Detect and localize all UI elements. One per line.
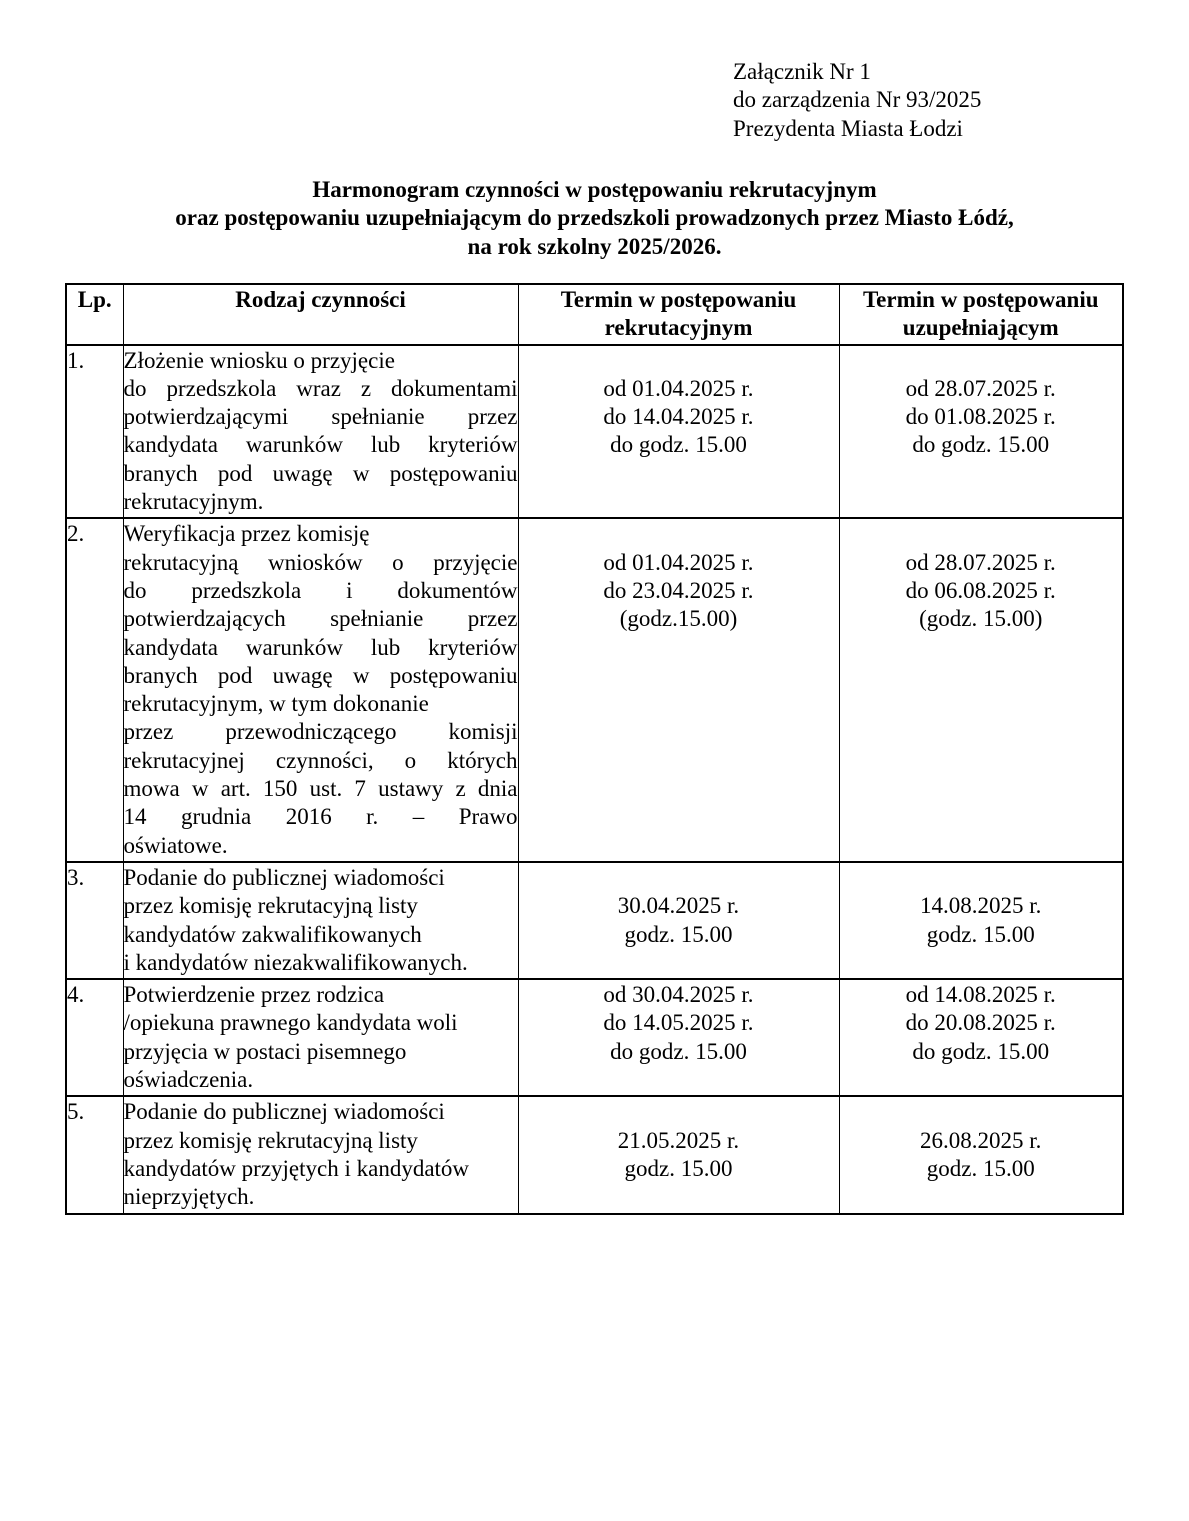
text-line: do godz. 15.00 bbox=[912, 1038, 1050, 1064]
schedule-table-header bbox=[66, 284, 1123, 345]
text-line: 14 grudnia 2016 r. – Prawo bbox=[123, 804, 518, 830]
table-row bbox=[66, 862, 1123, 979]
text-line: Złożenie wniosku o przyjęcie bbox=[123, 347, 395, 373]
text-line: do przedszkola wraz z dokumentami bbox=[123, 375, 518, 401]
term-recruitment-cell bbox=[518, 518, 839, 862]
attachment-note-line: Prezydenta Miasta Łodzi bbox=[733, 115, 963, 141]
text-line: przez przewodniczącego komisji bbox=[123, 719, 518, 745]
table-row bbox=[66, 979, 1123, 1096]
text-line: oświadczenia. bbox=[123, 1067, 254, 1093]
page-title bbox=[0, 176, 1189, 261]
text-line: rekrutacyjnym, w tym dokonanie bbox=[123, 691, 429, 717]
term-recruitment-cell bbox=[518, 345, 839, 519]
text-line: do 14.05.2025 r. bbox=[603, 1010, 754, 1036]
header-cell-lp: Lp. bbox=[66, 284, 123, 345]
text-line: do przedszkola i dokumentów bbox=[123, 577, 518, 603]
text-line: do godz. 15.00 bbox=[610, 432, 747, 458]
text-line bbox=[519, 520, 839, 548]
text-line: rekrutacyjnym. bbox=[123, 489, 264, 515]
term-supplementary-cell bbox=[839, 862, 1123, 979]
text-line: branych pod uwagę w postępowaniu bbox=[123, 460, 518, 486]
text-line: od 01.04.2025 r. bbox=[603, 549, 754, 575]
term-supplementary-cell bbox=[839, 1096, 1123, 1213]
text-line: do 23.04.2025 r. bbox=[603, 577, 754, 603]
text-line: 14.08.2025 r. bbox=[920, 893, 1042, 919]
text-line: godz. 15.00 bbox=[926, 1155, 1035, 1181]
text-line: Weryfikacja przez komisję bbox=[123, 521, 370, 547]
term-supplementary-cell bbox=[839, 979, 1123, 1096]
term-recruitment-cell bbox=[518, 862, 839, 979]
text-line: od 30.04.2025 r. bbox=[603, 982, 754, 1008]
text-line bbox=[840, 347, 1123, 375]
attachment-note-line: Załącznik Nr 1 bbox=[733, 59, 871, 84]
activity-cell bbox=[123, 979, 518, 1096]
term-recruitment-cell bbox=[518, 979, 839, 1096]
text-line: do 20.08.2025 r. bbox=[905, 1010, 1056, 1036]
text-line: kandydata warunków lub kryteriów bbox=[123, 432, 518, 458]
text-line: nieprzyjętych. bbox=[123, 1184, 255, 1210]
attachment-note bbox=[733, 58, 981, 143]
text-line: do 01.08.2025 r. bbox=[905, 404, 1056, 430]
text-line bbox=[519, 864, 839, 892]
text-line: 30.04.2025 r. bbox=[617, 893, 740, 919]
schedule-table bbox=[65, 283, 1124, 1215]
schedule-table-body bbox=[66, 345, 1123, 1214]
activity-cell bbox=[123, 1096, 518, 1213]
text-line: (godz.15.00) bbox=[619, 606, 738, 632]
term-supplementary-cell bbox=[839, 518, 1123, 862]
row-number-cell: 4. bbox=[66, 979, 123, 1096]
text-line: (godz. 15.00) bbox=[919, 606, 1043, 632]
term-recruitment-cell bbox=[518, 1096, 839, 1213]
activity-cell bbox=[123, 862, 518, 979]
text-line: branych pod uwagę w postępowaniu bbox=[123, 662, 518, 688]
activity-cell bbox=[123, 518, 518, 862]
page-title-line: oraz postępowaniu uzupełniającym do przedszkoli prowadzonych przez Miasto Łódź, bbox=[175, 205, 1014, 231]
row-number-cell: 5. bbox=[66, 1096, 123, 1213]
text-line: do 06.08.2025 r. bbox=[905, 577, 1056, 603]
table-row bbox=[66, 345, 1123, 519]
text-line: rekrutacyjną wniosków o przyjęcie bbox=[123, 549, 518, 575]
text-line: do godz. 15.00 bbox=[610, 1038, 747, 1064]
text-line bbox=[519, 347, 839, 375]
text-line: przyjęcia w postaci pisemnego bbox=[123, 1038, 407, 1064]
text-line: Podanie do publicznej wiadomości bbox=[123, 864, 445, 890]
text-line: od 01.04.2025 r. bbox=[603, 375, 754, 401]
text-line: godz. 15.00 bbox=[926, 921, 1035, 947]
text-line: i kandydatów niezakwalifikowanych. bbox=[123, 949, 468, 975]
text-line: od 14.08.2025 r. bbox=[905, 982, 1056, 1008]
term-supplementary-cell bbox=[839, 345, 1123, 519]
text-line bbox=[840, 864, 1123, 892]
text-line: godz. 15.00 bbox=[624, 1155, 733, 1181]
text-line: kandydata warunków lub kryteriów bbox=[123, 634, 518, 660]
text-line: 26.08.2025 r. bbox=[920, 1127, 1042, 1153]
text-line bbox=[519, 1098, 839, 1126]
text-line: godz. 15.00 bbox=[624, 921, 733, 947]
page-title-line: na rok szkolny 2025/2026. bbox=[467, 233, 722, 259]
text-line: 21.05.2025 r. bbox=[617, 1127, 740, 1153]
row-number-cell: 1. bbox=[66, 345, 123, 519]
text-line: od 28.07.2025 r. bbox=[905, 549, 1056, 575]
row-number-cell: 2. bbox=[66, 518, 123, 862]
text-line: od 28.07.2025 r. bbox=[905, 375, 1056, 401]
header-cell-activity: Rodzaj czynności bbox=[123, 284, 518, 345]
text-line: /opiekuna prawnego kandydata woli bbox=[123, 1010, 458, 1036]
text-line: mowa w art. 150 ust. 7 ustawy z dnia bbox=[123, 776, 518, 802]
page-title-line: Harmonogram czynności w postępowaniu rekrutacyjnym bbox=[312, 177, 877, 202]
header-cell-term-recruitment: Termin w postępowaniu rekrutacyjnym bbox=[518, 284, 839, 345]
text-line: do 14.04.2025 r. bbox=[603, 404, 754, 430]
text-line: do godz. 15.00 bbox=[912, 432, 1050, 458]
header-cell-term-supplementary: Termin w postępowaniu uzupełniającym bbox=[839, 284, 1123, 345]
activity-cell bbox=[123, 345, 518, 519]
text-line: potwierdzającymi spełnianie przez bbox=[123, 404, 518, 430]
attachment-note-line: do zarządzenia Nr 93/2025 bbox=[733, 87, 982, 113]
header-row bbox=[66, 284, 1123, 345]
text-line: Podanie do publicznej wiadomości bbox=[123, 1099, 445, 1125]
text-line: Potwierdzenie przez rodzica bbox=[123, 982, 385, 1008]
text-line: przez komisję rekrutacyjną listy bbox=[123, 1127, 418, 1153]
table-row bbox=[66, 1096, 1123, 1213]
text-line: kandydatów zakwalifikowanych bbox=[123, 921, 422, 947]
text-line bbox=[840, 1098, 1123, 1126]
text-line: kandydatów przyjętych i kandydatów bbox=[123, 1155, 470, 1181]
row-number-cell: 3. bbox=[66, 862, 123, 979]
table-row bbox=[66, 518, 1123, 862]
text-line: oświatowe. bbox=[123, 832, 228, 858]
text-line: przez komisję rekrutacyjną listy bbox=[123, 893, 418, 919]
text-line: potwierdzających spełnianie przez bbox=[123, 606, 518, 632]
text-line: rekrutacyjnej czynności, o których bbox=[123, 747, 518, 773]
text-line bbox=[840, 520, 1123, 548]
